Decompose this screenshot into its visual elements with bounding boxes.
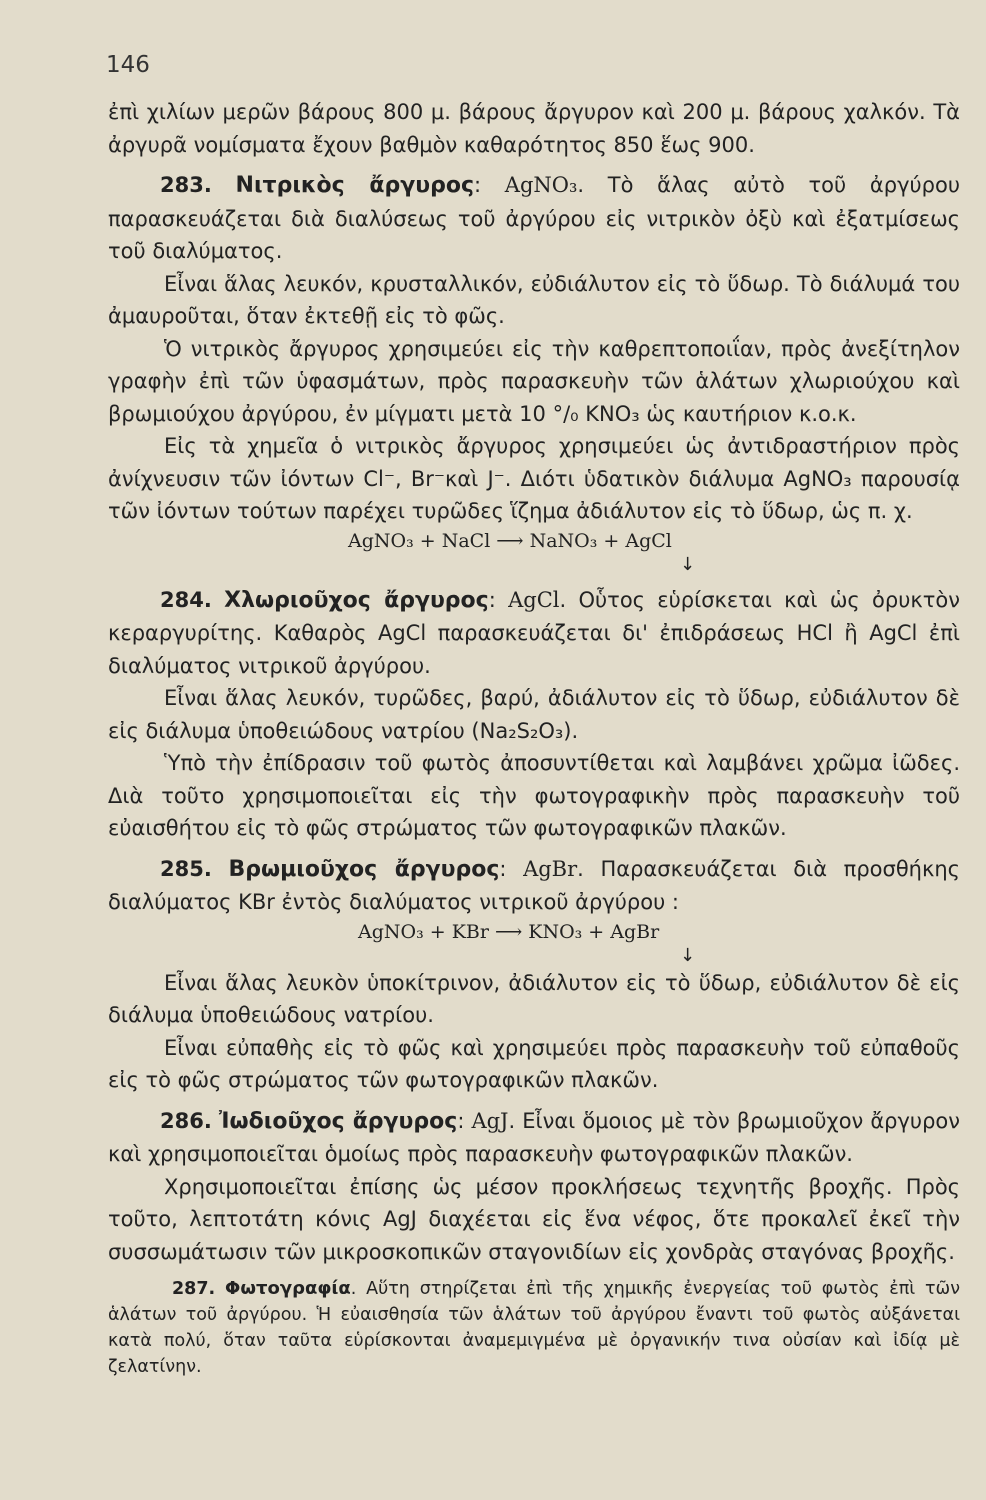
section-285: 285. Βρωμιοῦχος ἄργυρος: AgBr. Παρασκευάζεται διὰ προσθήκης διαλύματος KBr ἐντὸς διαλύματος νιτρικοῦ ἀργύρου : (108, 856, 960, 914)
section-text: . Παρασκευάζεται διὰ προσθήκης διαλύματος KBr ἐντὸς διαλύματος νιτρικοῦ ἀργύρου : (108, 856, 960, 914)
section-formula: AgNO₃ (504, 173, 578, 197)
section-number: 286. (160, 1108, 212, 1133)
section-287 (108, 1276, 960, 1380)
page-body (108, 96, 960, 1380)
chemical-equation: AgNO₃ + KBr ⟶ KNO₃ + AgBr (358, 920, 660, 943)
section-title: Ἰωδιοῦχος ἄργυρος (218, 1108, 458, 1134)
paragraph: Εἶναι ἅλας λευκόν, κρυσταλλικόν, εὐδιάλυτον εἰς τὸ ὕδωρ. Τὸ διάλυμά του ἀμαυροῦται, ὅταν ἐκτεθῇ εἰς τὸ φῶς. (108, 271, 960, 328)
section-text: . Εἶναι ὅμοιος μὲ τὸν βρωμιοῦχον ἄργυρον καὶ χρησιμοποιεῖται ὁμοίως πρὸς παρασκευὴν φωτογραφικῶν πλακῶν. (108, 1108, 960, 1166)
section-title: Νιτρικὸς ἄργυρος (235, 173, 474, 198)
section-text: . Οὗτος εὑρίσκεται καὶ ὡς ὀρυκτὸν κεραργυρίτης. Καθαρὸς AgCl παρασκευάζεται δι' ἐπιδράσεως HCl ἢ AgCl ἐπὶ διαλύματος νιτρικοῦ ἀργύρου. (108, 587, 960, 678)
section-number: 285. (160, 856, 212, 881)
section-286: 286. Ἰωδιοῦχος ἄργυρος: AgJ. Εἶναι ὅμοιος μὲ τὸν βρωμιοῦχον ἄργυρον καὶ χρησιμοποιεῖται ὁμοίως πρὸς παρασκευὴν φωτογραφικῶν πλακῶν. (108, 1108, 960, 1166)
section-title: Φωτογραφία (225, 1278, 351, 1299)
section-formula: AgBr (523, 856, 578, 881)
paragraph: Εἰς τὰ χημεῖα ὁ νιτρικὸς ἄργυρος χρησιμεύει ὡς ἀντιδραστήριον πρὸς ἀνίχνευσιν τῶν ἰόντων Cl⁻, Br⁻καὶ J⁻. Διότι ὑδατικὸν διάλυμα AgNO₃ παρουσίᾳ τῶν ἰόντων τούτων παρέχει τυρῶδες ἵζημα ἀδιάλυτον εἰς τὸ ὕδωρ, ὡς π. χ. (108, 434, 960, 523)
paragraph: Εἶναι ἅλας λευκὸν ὑποκίτρινον, ἀδιάλυτον εἰς τὸ ὕδωρ, εὐδιάλυτον δὲ εἰς διάλυμα ὑποθειώδους νατρίου. (108, 970, 960, 1027)
paragraph: Εἶναι ἅλας λευκόν, τυρῶδες, βαρύ, ἀδιάλυτον εἰς τὸ ὕδωρ, εὐδιάλυτον δὲ εἰς διάλυμα ὑποθειώδους νατρίου (Na₂S₂O₃). (108, 686, 960, 743)
section-title: Χλωριοῦχος ἄργυρος (224, 587, 489, 613)
precipitate-arrow-icon: ↓ (680, 944, 696, 966)
section-number: 284. (160, 587, 212, 612)
page-number: 146 (106, 52, 150, 78)
chemical-equation: AgNO₃ + NaCl ⟶ NaNO₃ + AgCl (348, 529, 672, 552)
paragraph: Ὑπὸ τὴν ἐπίδρασιν τοῦ φωτὸς ἀποσυντίθεται καὶ λαμβάνει χρῶμα ἰῶδες. Διὰ τοῦτο χρησιμοποιεῖται εἰς τὴν φωτογραφικὴν πρὸς παρασκευὴν τοῦ εὐαισθήτου εἰς τὸ φῶς στρώματος τῶν φωτογραφικῶν πλακῶν. (108, 751, 960, 840)
section-text: . Αὕτη στηρίζεται ἐπὶ τῆς χημικῆς ἐνεργείας τοῦ φωτὸς ἐπὶ τῶν ἁλάτων τοῦ ἀργύρου. Ἡ εὐαισθησία τῶν ἁλάτων τοῦ ἀργύρου ἔναντι τοῦ φωτὸς αὐξάνεται κατὰ πολύ, ὅταν ταῦτα εὑρίσκονται ἀναμεμιγμένα μὲ ὀργανικήν τινα οὐσίαν καὶ ἰδίᾳ μὲ ζελατίνην. (108, 1279, 960, 1377)
paragraph: Ὁ νιτρικὸς ἄργυρος χρησιμεύει εἰς τὴν καθρεπτοποιΐαν, πρὸς ἀνεξίτηλον γραφὴν ἐπὶ τῶν ὑφασμάτων, πρὸς παρασκευὴν τῶν ἁλάτων χλωριούχου καὶ βρωμιούχου ἀργύρου, ἐν μίγματι μετὰ 10 °/₀ KNO₃ ὡς καυτήριον κ.ο.κ. (108, 336, 960, 426)
paragraph: Εἶναι εὐπαθὴς εἰς τὸ φῶς καὶ χρησιμεύει πρὸς παρασκευὴν τοῦ εὐπαθοῦς εἰς τὸ φῶς στρώματος τῶν φωτογραφικῶν πλακῶν. (108, 1035, 960, 1092)
precipitate-arrow-icon: ↓ (680, 553, 696, 575)
section-number: 283. (160, 173, 212, 197)
section-title: Βρωμιοῦχος ἄργυρος (228, 856, 500, 882)
paragraph: Χρησιμοποιεῖται ἐπίσης ὡς μέσον προκλήσεως τεχνητῆς βροχῆς. Πρὸς τοῦτο, λεπτοτάτη κόνις AgJ διαχέεται εἰς ἕνα νέφος, ὅτε προκαλεῖ ἐκεῖ τὴν συσσωμάτωσιν τῶν μικροσκοπικῶν σταγονιδίων εἰς χονδρὰς σταγόνας βροχῆς. (108, 1174, 960, 1264)
section-283: 283. Νιτρικὸς ἄργυρος: AgNO₃. Τὸ ἅλας αὐτὸ τοῦ ἀργύρου παρασκευάζεται διὰ διαλύσεως τοῦ ἀργύρου εἰς νιτρικὸν ὀξὺ καὶ ἐξατμίσεως τοῦ διαλύματος. (108, 173, 960, 263)
section-284: 284. Χλωριοῦχος ἄργυρος: AgCl. Οὗτος εὑρίσκεται καὶ ὡς ὀρυκτὸν κεραργυρίτης. Καθαρὸς AgCl παρασκευάζεται δι' ἐπιδράσεως HCl ἢ AgCl ἐπὶ διαλύματος νιτρικοῦ ἀργύρου. (108, 587, 960, 678)
section-number: 287. (172, 1279, 216, 1299)
section-formula: AgCl (508, 587, 560, 612)
intro-paragraph: ἐπὶ χιλίων μερῶν βάρους 800 μ. βάρους ἄργυρον καὶ 200 μ. βάρους χαλκόν. Τὰ ἀργυρᾶ νομίσματα ἔχουν βαθμὸν καθαρότητος 850 ἕως 900. (108, 100, 960, 157)
section-formula: AgJ (471, 1108, 509, 1133)
section-text: . Τὸ ἅλας αὐτὸ τοῦ ἀργύρου παρασκευάζεται διὰ διαλύσεως τοῦ ἀργύρου εἰς νιτρικὸν ὀξὺ καὶ ἐξατμίσεως τοῦ διαλύματος. (108, 173, 960, 263)
